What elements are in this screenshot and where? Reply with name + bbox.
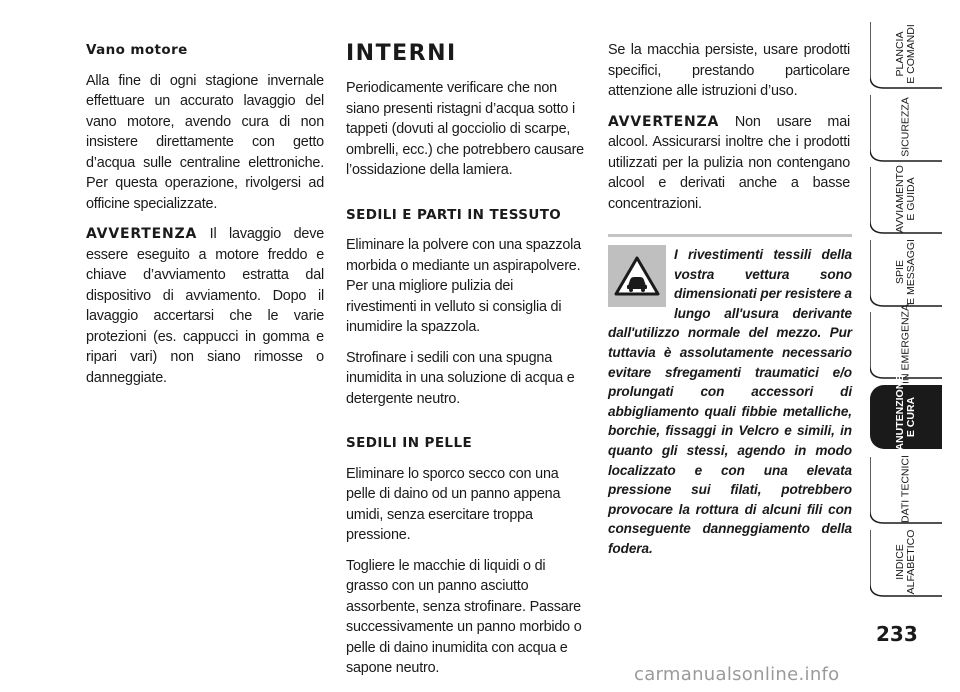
chapter-tab-label-line2: E MESSAGGI [905, 238, 917, 305]
page-number: 233 [876, 622, 918, 646]
chapter-tab-label [901, 97, 912, 157]
chapter-tab-label [895, 165, 917, 233]
chapter-tab-in-emergenza[interactable] [870, 304, 942, 384]
chapter-tab-label [901, 455, 912, 523]
warning-box-rule [608, 234, 852, 237]
chapter-tab-manutenzione[interactable] [870, 374, 942, 459]
chapter-tab-sicurezza[interactable] [870, 95, 942, 159]
paragraph-tessuto-2: Strofinare i sedili con una spugna inumidita in una soluzione di acqua e detergente neutro. [346, 349, 575, 407]
warning-box [608, 234, 852, 559]
chapter-tab-label-line2: E COMANDI [905, 24, 917, 84]
chapter-tab-indice[interactable] [870, 530, 942, 594]
chapter-tab-label-line1: INDICE [894, 543, 906, 580]
chapter-tab-plancia[interactable] [870, 22, 942, 86]
chapter-tab-label-line1: SPIE [894, 259, 906, 284]
chapter-tab-label [895, 529, 917, 594]
section-heading-vano-motore: Vano motore [86, 42, 188, 58]
chapter-tab-avviamento[interactable] [870, 167, 942, 231]
paragraph-pelle-1: Eliminare lo sporco secco con una pelle di daino od un panno appena umidi, senza esercitare troppa pressione. [346, 465, 561, 543]
car-warning-triangle-icon [608, 245, 666, 307]
warning-label: AVVERTENZA [86, 226, 198, 242]
paragraph-tessuto-1: Eliminare la polvere con una spazzola morbida o mediante un aspirapolvere. Per una migliore pulizia dei rivestimenti in velluto si consiglia di inumidire la spazzola. [346, 237, 581, 335]
warning-paragraph [86, 224, 324, 388]
section-heading-sedili-tessuto: SEDILI E PARTI IN TESSUTO [346, 206, 562, 223]
paragraph-macchia: Se la macchia persiste, usare prodotti specifici, prestando particolare attenzione alle istruzioni d’uso. [608, 42, 850, 99]
chapter-tab-label [901, 304, 912, 384]
chapter-tab-spie[interactable] [870, 240, 942, 304]
warning-text: Non usare mai alcool. Assicurarsi inoltre che i prodotti utilizzati per la pulizia non contengano alcool e derivati anche a basse concentrazioni. [608, 113, 850, 212]
column-left [86, 40, 324, 398]
section-heading-sedili-pelle: SEDILI IN PELLE [346, 435, 473, 451]
warning-paragraph-alcool [608, 112, 850, 215]
chapter-tab-label [895, 374, 917, 459]
chapter-tab-label-line1: IN EMERGENZA [899, 304, 912, 384]
chapter-tab-label-line1: DATI TECNICI [899, 455, 912, 523]
watermark: carmanualsonline.info [634, 664, 840, 685]
chapter-index-sidebar [870, 18, 942, 618]
chapter-tab-label-line2: ALFABETICO [905, 529, 917, 594]
chapter-tab-label-line2: E CURA [905, 396, 917, 437]
paragraph-vano-motore: Alla fine di ogni stagione invernale effettuare un accurato lavaggio del vano motore, avendo cura di non insistere direttamente con getto d’acqua sulle centraline elettroniche. Per questa operazione, rivolgersi ad officine specializzate. [86, 72, 324, 212]
chapter-tab-label-line1: SICUREZZA [899, 96, 912, 157]
chapter-tab-label [895, 239, 917, 305]
warning-label: AVVERTENZA [608, 113, 720, 130]
chapter-tab-label-line1: AVVIAMENTO [894, 165, 906, 233]
column-middle [346, 40, 586, 689]
chapter-tab-label-line2: E GUIDA [905, 177, 917, 221]
paragraph-pelle-2: Togliere le macchie di liquidi o di grasso con un panno asciutto assorbente, senza strofinare. Passare successivamente un panno morbido o pelle di daino inumidita con acqua e sapone neutro. [346, 557, 582, 676]
page-title: INTERNI [346, 41, 457, 66]
warning-text: Il lavaggio deve essere eseguito a motore freddo e chiave d’avviamento estratta dal dispositivo di avviamento. Dopo il lavaggio accertarsi che le varie protezioni (es. cappucci in gomma e ripari vari) non siano rimosse o danneggiate. [86, 226, 324, 386]
chapter-tab-dati-tecnici[interactable] [870, 457, 942, 521]
chapter-tab-label-line1: PLANCIA [894, 31, 906, 77]
warning-box-text: I rivestimenti tessili della vostra vettura sono dimensionati per resistere a lungo all'usura derivante dall'utilizzo normale del mezzo. Pur tuttavia è assolutamente necessario evitare sfregamenti traumatici e/o prolungati con accessori di abbigliamento quali fibbie metalliche, borchie, fissaggi in Velcro e simili, in quanto gli stessi, agendo in modo localizzato e con una elevata pressione sui filati, potrebbero provocare la rottura di alcuni fili con conseguente danneggiamento della fodera. [608, 247, 852, 556]
chapter-tab-label-line1: MANUTENZIONE [894, 374, 906, 459]
column-right [608, 40, 850, 224]
chapter-tab-label [895, 24, 917, 84]
paragraph-intro: Periodicamente verificare che non siano presenti ristagni d’acqua sotto i tappeti (dovuti al gocciolio di scarpe, ombrelli, ecc.) che potrebbero causare l’ossidazione della lamiera. [346, 80, 584, 178]
